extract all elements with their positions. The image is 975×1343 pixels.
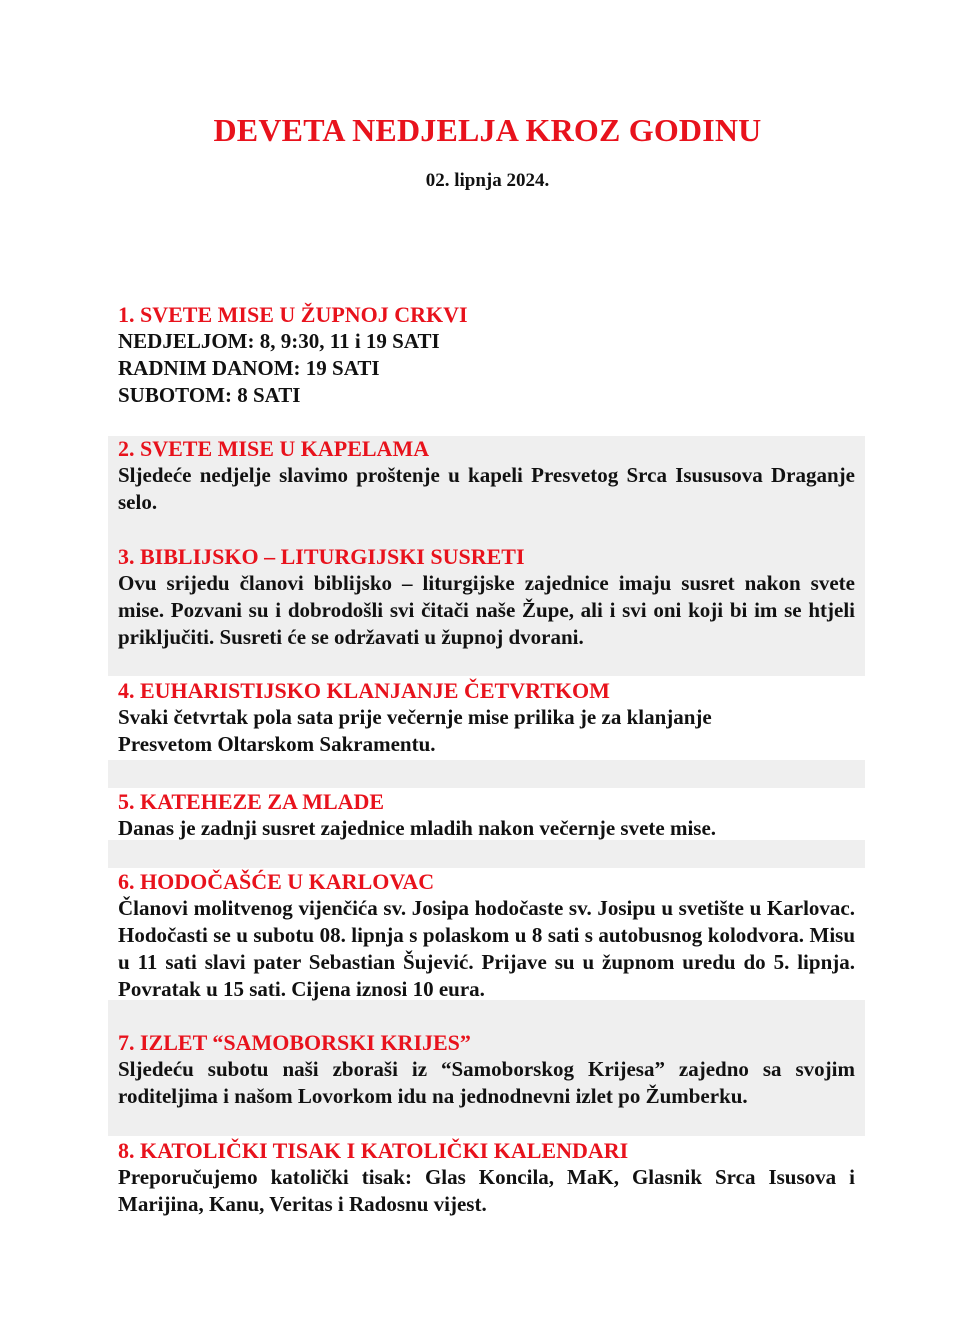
- section-heading: 7. IZLET “SAMOBORSKI KRIJES”: [118, 1030, 471, 1055]
- section-text: Sljedeću subotu naši zboraši iz “Samoborskog Krijesa” zajedno sa svojim roditeljima i našom Lovorkom idu na jednodnevni izlet po Žumberku.: [118, 1057, 855, 1108]
- section-heading: 3. BIBLIJSKO – LITURGIJSKI SUSRETI: [118, 544, 525, 569]
- section-chapel-masses: [118, 435, 855, 516]
- section-heading: 1. SVETE MISE U ŽUPNOJ CRKVI: [118, 302, 468, 327]
- section-heading: 8. KATOLIČKI TISAK I KATOLIČKI KALENDARI: [118, 1138, 629, 1163]
- section-band: [108, 760, 865, 788]
- page-title: DEVETA NEDJELJA KROZ GODINU: [213, 112, 762, 148]
- section-trip-samoborski-krijes: [118, 1029, 855, 1110]
- section-pilgrimage-karlovac: [118, 868, 855, 1003]
- section-heading: 2. SVETE MISE U KAPELAMA: [118, 436, 430, 461]
- section-band: [108, 840, 865, 868]
- schedule-line: SUBOTOM: 8 SATI: [118, 383, 301, 407]
- section-text: Ovu srijedu članovi biblijsko – liturgijske zajednice imaju susret nakon svete mise. Pozvani su i dobrodošli svi čitači naše Župe, ali i svi oni koji bi im se htjeli priključiti. Susreti će se održavati u župnoj dvorani.: [118, 571, 855, 649]
- section-text-line: Presvetom Oltarskom Sakramentu.: [118, 732, 436, 756]
- section-text-line: Svaki četvrtak pola sata prije večernje mise prilika je za klanjanje: [118, 705, 712, 729]
- section-heading: 5. KATEHEZE ZA MLADE: [118, 789, 385, 814]
- section-eucharistic-adoration: [118, 677, 855, 758]
- section-holy-masses-parish: [118, 301, 855, 409]
- schedule-line: NEDJELJOM: 8, 9:30, 11 i 19 SATI: [118, 329, 440, 353]
- section-text: Preporučujemo katolički tisak: Glas Koncila, MaK, Glasnik Srca Isusova i Marijina, Kanu, Veritas i Radosnu vijest.: [118, 1165, 855, 1216]
- section-text: Članovi molitvenog vijenčića sv. Josipa hodočaste sv. Josipu u svetište u Karlovac. Hodočasti se u subotu 08. lipnja s polaskom u 8 sati s autobusnog kolodvora. Misu u 11 sati slavi pater Sebastian Šujević. Prijave su u župnom uredu do 5. lipnja. Povratak u 15 sati. Cijena iznosi 10 eura.: [118, 896, 855, 1001]
- section-heading: 4. EUHARISTIJSKO KLANJANJE ČETVRTKOM: [118, 678, 610, 703]
- section-catholic-press: [118, 1137, 855, 1218]
- section-heading: 6. HODOČAŠĆE U KARLOVAC: [118, 869, 435, 894]
- section-text: Sljedeće nedjelje slavimo proštenje u kapeli Presvetog Srca Isususova Draganje selo.: [118, 463, 855, 514]
- section-youth-catechesis: [118, 788, 855, 842]
- section-text-line: Danas je zadnji susret zajednice mladih nakon večernje svete mise.: [118, 816, 717, 840]
- schedule-line: RADNIM DANOM: 19 SATI: [118, 356, 380, 380]
- section-biblical-meetings: [118, 543, 855, 651]
- page-date: 02. lipnja 2024.: [425, 170, 550, 191]
